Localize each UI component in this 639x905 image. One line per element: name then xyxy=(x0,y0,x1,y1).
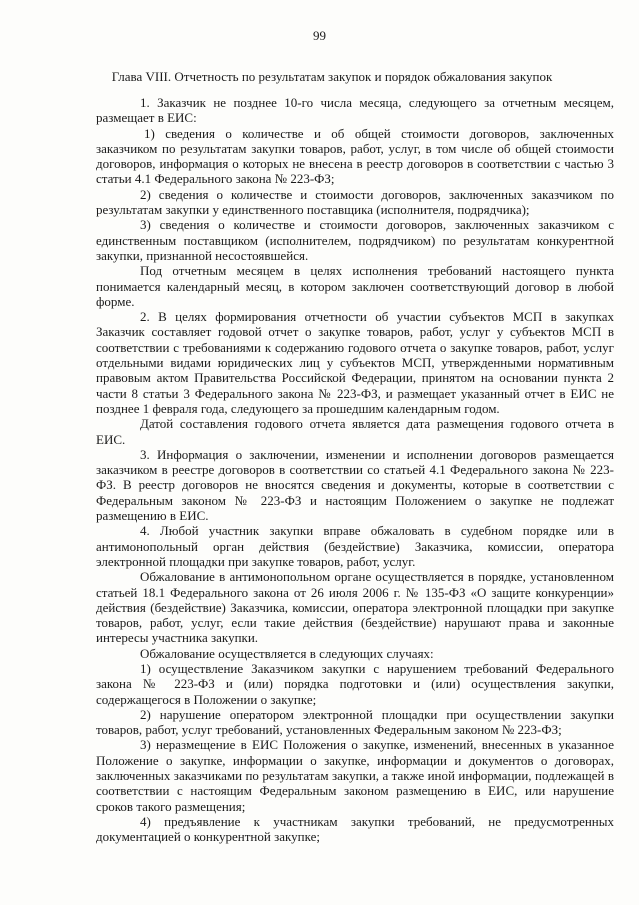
paragraph: Обжалование осуществляется в следующих случаях: xyxy=(140,645,434,661)
chapter-heading: Глава VIII. Отчетность по результатам закупок и порядок обжалования закупок xyxy=(111,69,553,84)
document-body xyxy=(96,95,614,845)
paragraph: 3) сведения о количестве и стоимости договоров, заключенных заказчиком с единственным поставщиком (исполнителем, подрядчиком) по результатам конкурентной закупки, признанной несостоявшейся. xyxy=(96,217,614,263)
page-number: 99 xyxy=(313,28,326,43)
paragraph: 1. Заказчик не позднее 10-го числа месяца, следующего за отчетным месяцем, размещает в ЕИС: xyxy=(96,95,614,126)
paragraph: 4) предъявление к участникам закупки требований, не предусмотренных документацией о конкурентной закупке; xyxy=(96,813,614,845)
paragraph: 1) сведения о количестве и об общей стоимости договоров, заключенных заказчиком по результатам закупки товаров, работ, услуг, в том числе об общей стоимости договоров, информация о которых не внесена в реестр договоров в соответствии с частью 3 статьи 4.1 Федерального закона № 223-ФЗ; xyxy=(96,125,614,187)
paragraph: 2. В целях формирования отчетности об участии субъектов МСП в закупках Заказчик составляет годовой отчет о закупке товаров, работ, услуг у субъектов МСП в соответствии с требованиями к содержанию годового отчета о закупке товаров, работ, услуг отдельными видами юридических лиц у субъектов МСП, утвержденными нормативным правовым актом Правительства Российской Федерации, принятом на основании пункта 2 части 8 статьи 3 Федерального закона № 223-ФЗ, и размещает указанный отчет в ЕИС не позднее 1 февраля года, следующего за прошедшим календарным годом. xyxy=(96,309,614,416)
paragraph: Датой составления годового отчета является дата размещения годового отчета в ЕИС. xyxy=(96,416,614,447)
paragraph: Под отчетным месяцем в целях исполнения требований настоящего пункта понимается календарный месяц, в котором заключен соответствующий договор в любой форме. xyxy=(96,263,614,309)
paragraph: 1) осуществление Заказчиком закупки с нарушением требований Федерального закона № 223-ФЗ и (или) порядка подготовки и (или) осуществления закупки, содержащегося в Положении о закупке; xyxy=(96,660,614,707)
paragraph: 2) нарушение оператором электронной площадки при осуществлении закупки товаров, работ, услуг требований, установленных Федеральным законом № 223-ФЗ; xyxy=(96,706,614,738)
paragraph: 3. Информация о заключении, изменении и исполнении договоров размещается заказчиком в реестре договоров в соответствии со статьей 4.1 Федерального закона № 223-ФЗ. В реестр договоров не вносятся сведения и документы, которые в соответствии с Федеральным законом № 223-ФЗ и настоящим Положением о закупке не подлежат размещению в ЕИС. xyxy=(96,446,614,524)
paragraph: Обжалование в антимонопольном органе осуществляется в порядке, установленном статьей 18.1 Федерального закона от 26 июля 2006 г. № 135-ФЗ «О защите конкуренции» действия (бездействие) Заказчика, комиссии, оператора электронной площадки при закупке товаров, работ, услуг, если такие действия (бездействие) нарушают права и законные интересы участника закупки. xyxy=(96,569,614,646)
paragraph: 4. Любой участник закупки вправе обжаловать в судебном порядке или в антимонопольный орган действия (бездействие) Заказчика, комиссии, оператора электронной площадки при закупке товаров, работ, услуг. xyxy=(96,523,614,569)
paragraph: 2) сведения о количестве и стоимости договоров, заключенных заказчиком по результатам закупки у единственного поставщика (исполнителя, подрядчика); xyxy=(96,186,614,218)
paragraph: 3) неразмещение в ЕИС Положения о закупке, изменений, внесенных в указанное Положение о закупке, информации о закупке, информации и документов о договорах, заключенных заказчиками по результатам закупки, а также иной информации, подлежащей в соответствии с настоящим Федеральным законом размещению в ЕИС, или нарушение сроков такого размещения; xyxy=(96,737,614,814)
